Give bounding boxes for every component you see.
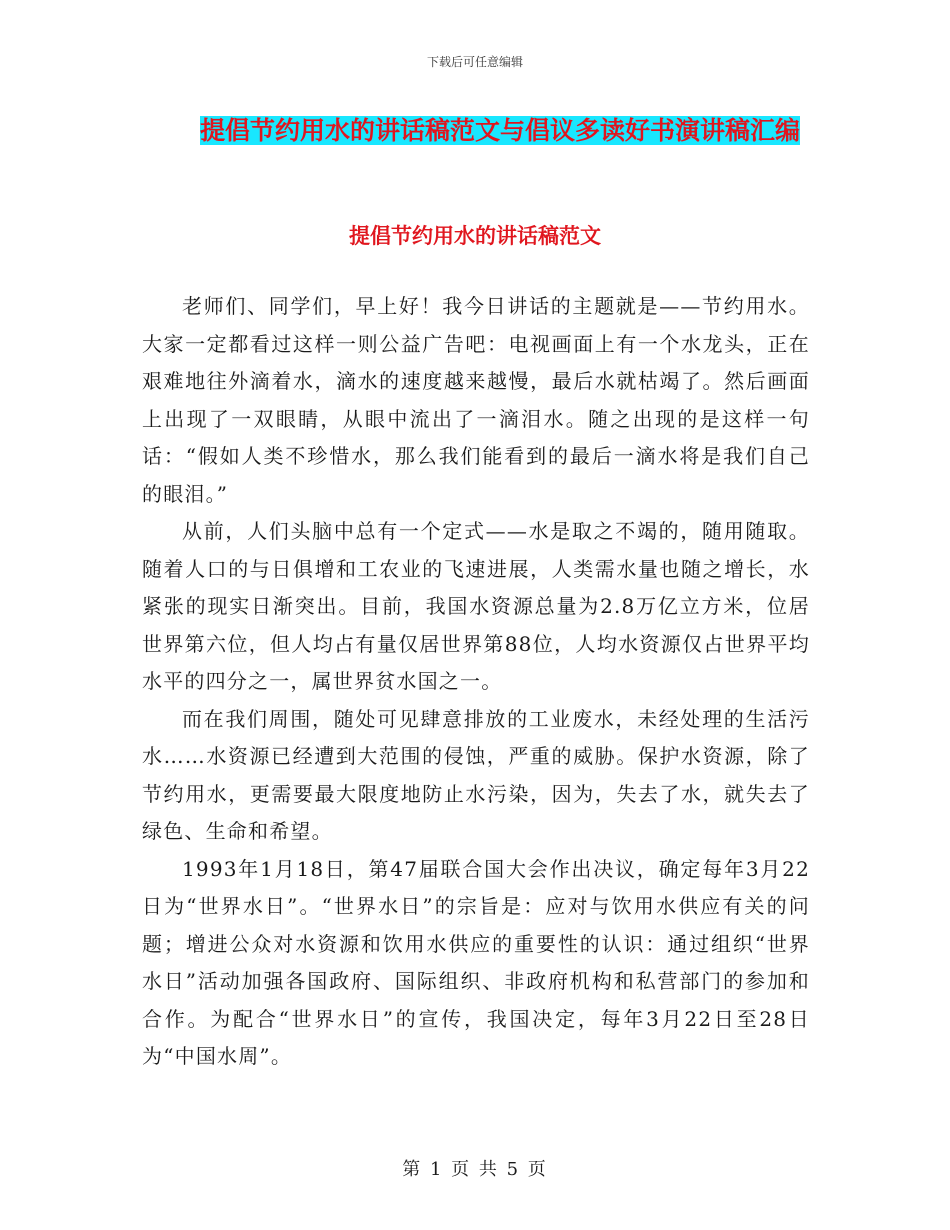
header-note: 下载后可任意编辑 — [426, 55, 523, 69]
document-title — [180, 110, 820, 152]
document-title-text: 提倡节约用水的讲话稿范文与倡议多读好书演讲稿汇编 — [199, 116, 800, 145]
paragraph: 1993年1月18日，第47届联合国大会作出决议，确定每年3月22日为“世界水日”。“世界水日”的宗旨是：应对与饮用水供应有关的问题；增进公众对水资源和饮用水供应的重要性的认识：通过组织“世界水日”活动加强各国政府、国际组织、非政府机构和私营部门的参加和合作。为配合“世界水日”的宣传，我国决定，每年3月22日至28日为“中国水周”。 — [142, 856, 810, 1068]
paragraph: 而在我们周围，随处可见肆意排放的工业废水，未经处理的生活污水……水资源已经遭到大范围的侵蚀，严重的威胁。保护水资源，除了节约用水，更需要最大限度地防止水污染，因为，失去了水，就失去了绿色、生命和希望。 — [142, 706, 810, 843]
paragraph: 从前，人们头脑中总有一个定式——水是取之不竭的，随用随取。随着人口的与日俱增和工农业的飞速进展，人类需水量也随之增长，水紧张的现实日渐突出。目前，我国水资源总量为2.8万亿立方米，位居世界第六位，但人均占有量仅居世界第88位，人均水资源仅占世界平均水平的四分之一，属世界贫水国之一。 — [142, 519, 810, 693]
page-number-footer: 第 1 页 共 5 页 — [402, 1159, 548, 1180]
document-body — [142, 288, 810, 1076]
paragraph: 老师们、同学们，早上好！我今日讲话的主题就是——节约用水。大家一定都看过这样一则公益广告吧：电视画面上有一个水龙头，正在艰难地往外滴着水，滴水的速度越来越慢，最后水就枯竭了。然后画面上出现了一双眼睛，从眼中流出了一滴泪水。随之出现的是这样一句话：“假如人类不珍惜水，那么我们能看到的最后一滴水将是我们自己的眼泪。” — [142, 294, 810, 506]
section-title: 提倡节约用水的讲话稿范文 — [349, 223, 601, 248]
